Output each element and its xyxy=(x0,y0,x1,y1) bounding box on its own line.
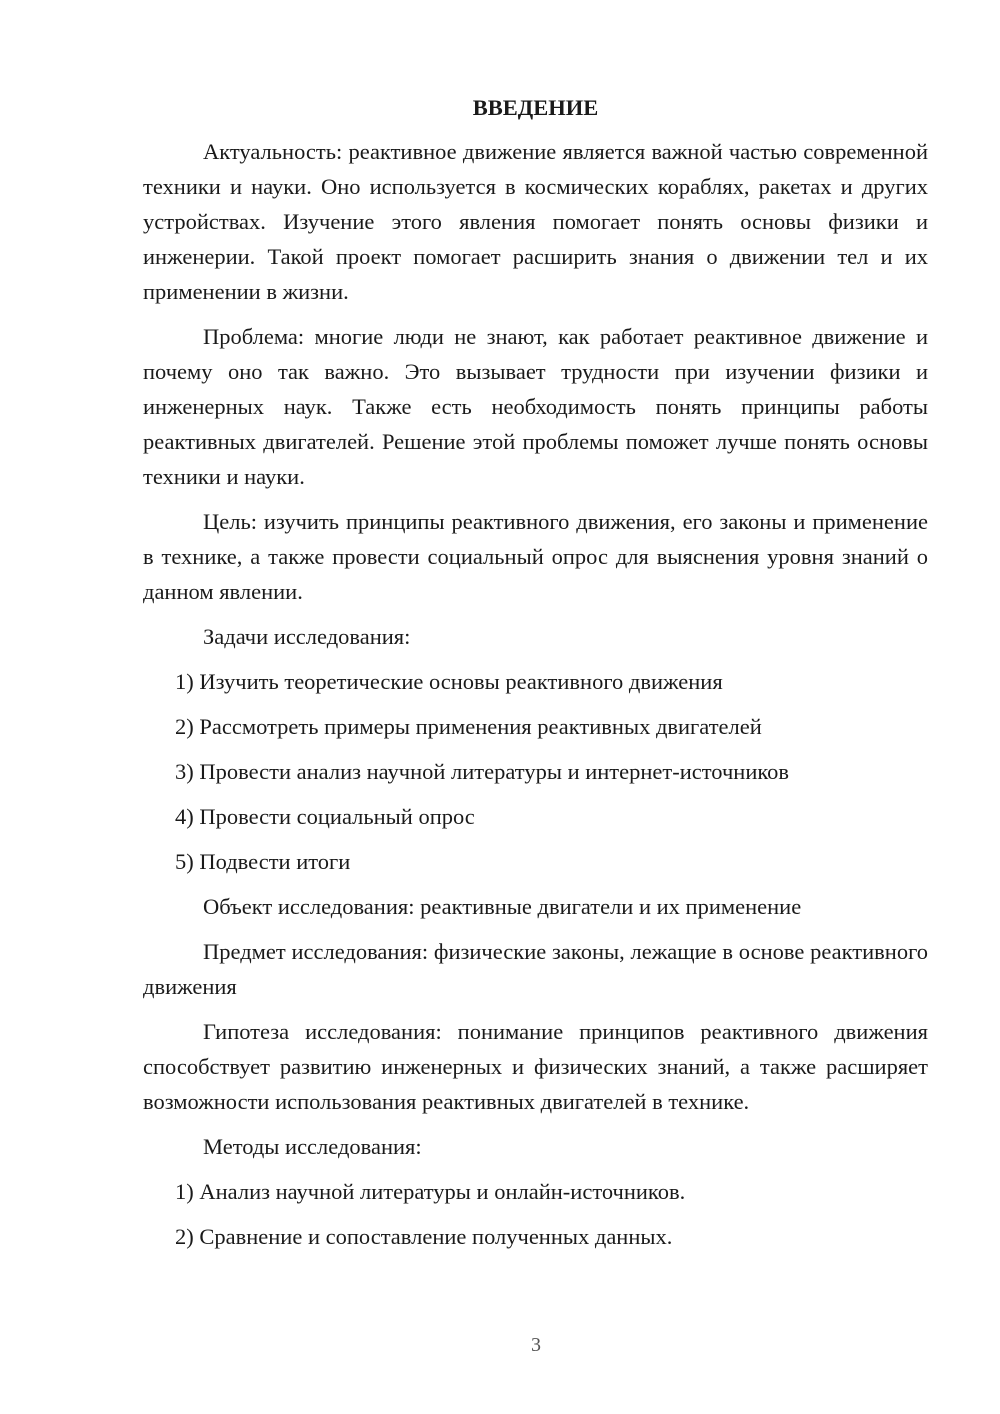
list-item: 3) Провести анализ научной литературы и интернет-источников xyxy=(175,759,790,784)
list-item: 2) Сравнение и сопоставление полученных данных. xyxy=(175,1224,673,1249)
subject-paragraph: Предмет исследования: физические законы, лежащие в основе реактивного движения xyxy=(143,939,928,999)
tasks-list xyxy=(143,664,928,879)
object-paragraph: Объект исследования: реактивные двигатели и их применение xyxy=(203,894,802,919)
list-item: 1) Анализ научной литературы и онлайн-источников. xyxy=(175,1179,686,1204)
tasks-title: Задачи исследования: xyxy=(203,624,411,649)
page-number: 3 xyxy=(531,1334,541,1356)
hypothesis-paragraph: Гипотеза исследования: понимание принципов реактивного движения способствует развитию инженерных и физических знаний, а также расширяет возможности использования реактивных двигателей в технике. xyxy=(143,1019,928,1114)
relevance-paragraph: Актуальность: реактивное движение является важной частью современной техники и науки. Оно используется в космических кораблях, ракетах и других устройствах. Изучение этого явления помогает понять основы физики и инженерии. Такой проект помогает расширить знания о движении тел и их применении в жизни. xyxy=(143,139,928,304)
page-content xyxy=(143,90,928,1264)
list-item: 1) Изучить теоретические основы реактивного движения xyxy=(175,669,723,694)
goal-paragraph: Цель: изучить принципы реактивного движения, его законы и применение в технике, а также провести социальный опрос для выяснения уровня знаний о данном явлении. xyxy=(143,509,928,604)
section-heading: ВВЕДЕНИЕ xyxy=(472,95,599,120)
problem-paragraph: Проблема: многие люди не знают, как работает реактивное движение и почему оно так важно. Это вызывает трудности при изучении физики и инженерных наук. Также есть необходимость понять принципы работы реактивных двигателей. Решение этой проблемы поможет лучше понять основы техники и науки. xyxy=(143,324,928,489)
methods-title: Методы исследования: xyxy=(203,1134,422,1159)
methods-list xyxy=(143,1174,928,1254)
list-item: 4) Провести социальный опрос xyxy=(175,804,475,829)
list-item: 5) Подвести итоги xyxy=(175,849,351,874)
list-item: 2) Рассмотреть примеры применения реактивных двигателей xyxy=(175,714,762,739)
